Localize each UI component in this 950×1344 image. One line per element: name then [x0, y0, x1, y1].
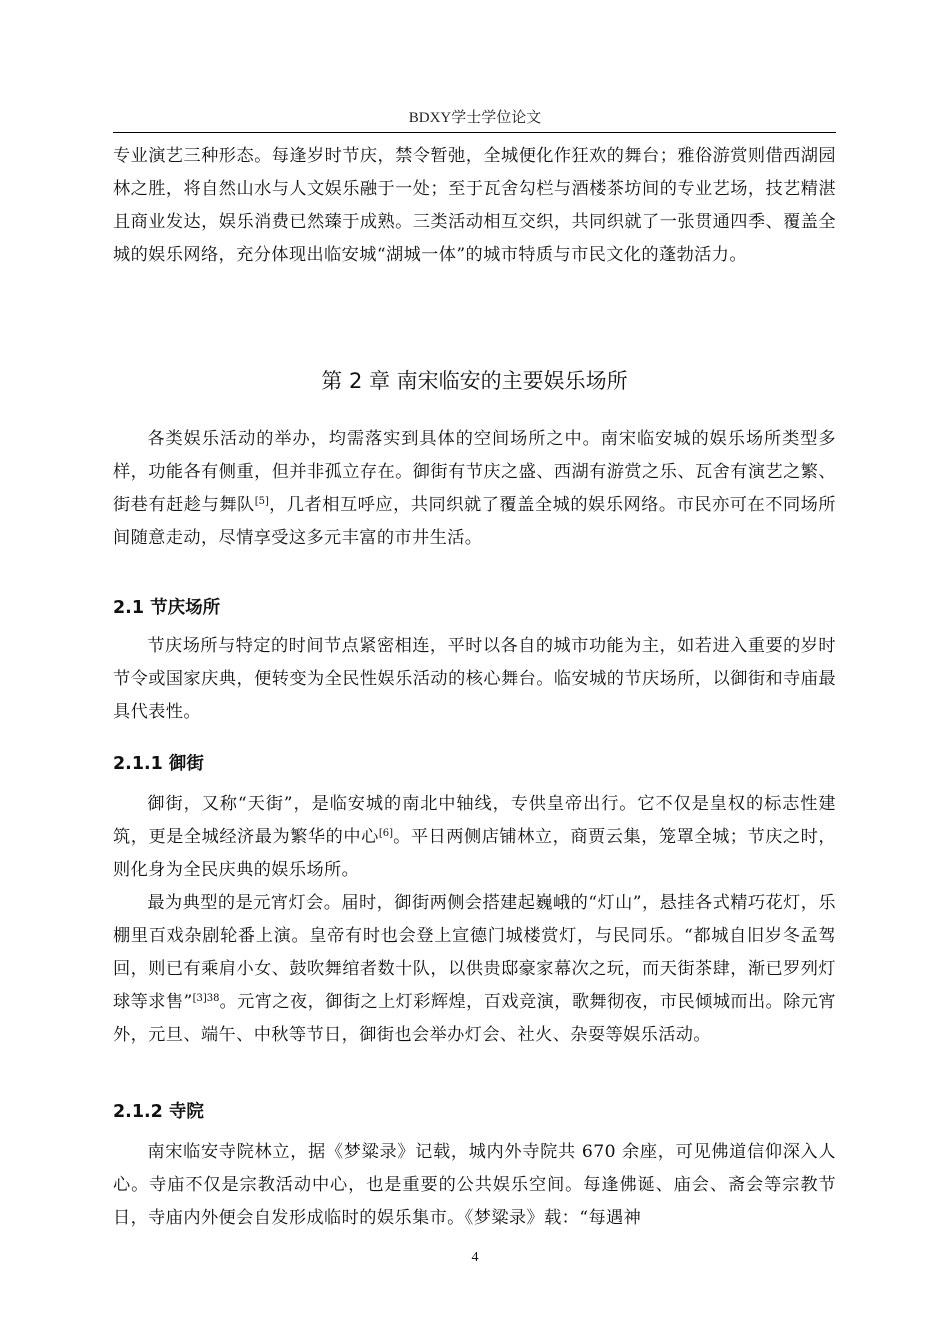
page-number: 4 — [471, 1250, 479, 1265]
chapter-intro-paragraph — [113, 423, 836, 555]
chapter-title: 第 2 章 南宋临安的主要娱乐场所 — [321, 369, 628, 393]
citation-5: [5] — [254, 496, 269, 507]
header-divider — [113, 132, 836, 133]
running-header: BDXY学士学位论文 — [408, 110, 542, 126]
citation-6: [6] — [378, 828, 393, 839]
yujie-paragraph-2 — [113, 887, 836, 1052]
yujie-paragraph-1 — [113, 788, 836, 887]
yujie-text-2b: 。元宵之夜，御街之上灯彩辉煌，百戏竞演，歌舞彻夜，市民倾城而出。除元宵外，元旦、端午、中秋等节日，御街也会举办灯会、社火、杂耍等娱乐活动。 — [113, 992, 836, 1045]
chapter-intro-text-1: 各类娱乐活动的举办，均需落实到具体的空间场所之中。南宋临安城的娱乐场所类型多样，功能各有侧重，但并非孤立存在。御街有节庆之盛、西湖有游赏之乐、瓦舍有演艺之繁、街巷有赶趁与舞队 — [113, 429, 836, 515]
section-heading-2-1-1: 2.1.1 御街 — [113, 754, 204, 774]
yujie-text-1a: 御街，又称“天街”，是临安城的南北中轴线，专供皇帝出行。它不仅是皇权的标志性建筑，更是全城经济最为繁华的中心 — [113, 794, 836, 847]
citation-3-38: [3]38 — [192, 993, 220, 1004]
yujie-text-2a: 最为典型的是元宵灯会。届时，御街两侧会搭建起巍峨的“灯山”，悬挂各式精巧花灯，乐棚里百戏杂剧轮番上演。皇帝有时也会登上宣德门城楼赏灯，与民同乐。“都城自旧岁冬孟驾回，则已有乘肩小女、鼓吹舞绾者数十队，以供贵邸豪家幕次之玩，而天街茶肆，渐已罗列灯球等求售” — [113, 893, 836, 1012]
paragraph-top: 专业演艺三种形态。每逢岁时节庆，禁令暂弛，全城便化作狂欢的舞台；雅俗游赏则借西湖园林之胜，将自然山水与人文娱乐融于一处；至于瓦舍勾栏与酒楼茶坊间的专业艺场，技艺精湛且商业发达，娱乐消费已然臻于成熟。三类活动相互交织，共同织就了一张贯通四季、覆盖全城的娱乐网络，充分体现出临安城“湖城一体”的城市特质与市民文化的蓬勃活力。 — [113, 146, 836, 265]
chapter-intro-text-2: ，几者相互呼应，共同织就了覆盖全城的娱乐网络。市民亦可在不同场所间随意走动，尽情享受这多元丰富的市井生活。 — [113, 495, 836, 548]
section-heading-2-1-2: 2.1.2 寺院 — [113, 1102, 204, 1122]
section-heading-2-1: 2.1 节庆场所 — [113, 598, 221, 618]
yujie-text-1b: 。平日两侧店铺林立，商贾云集，笼罩全城；节庆之时，则化身为全民庆典的娱乐场所。 — [113, 827, 836, 880]
temple-paragraph: 南宋临安寺院林立，据《梦粱录》记载，城内外寺院共 670 余座，可见佛道信仰深入人心。寺庙不仅是宗教活动中心，也是重要的公共娱乐空间。每逢佛诞、庙会、斋会等宗教节日，寺庙内外便会自发形成临时的娱乐集市。《梦粱录》载：“每遇神 — [113, 1142, 836, 1228]
section-2-1-paragraph: 节庆场所与特定的时间节点紧密相连，平时以各自的城市功能为主，如若进入重要的岁时节令或国家庆典，便转变为全民性娱乐活动的核心舞台。临安城的节庆场所，以御街和寺庙最具代表性。 — [113, 636, 836, 722]
